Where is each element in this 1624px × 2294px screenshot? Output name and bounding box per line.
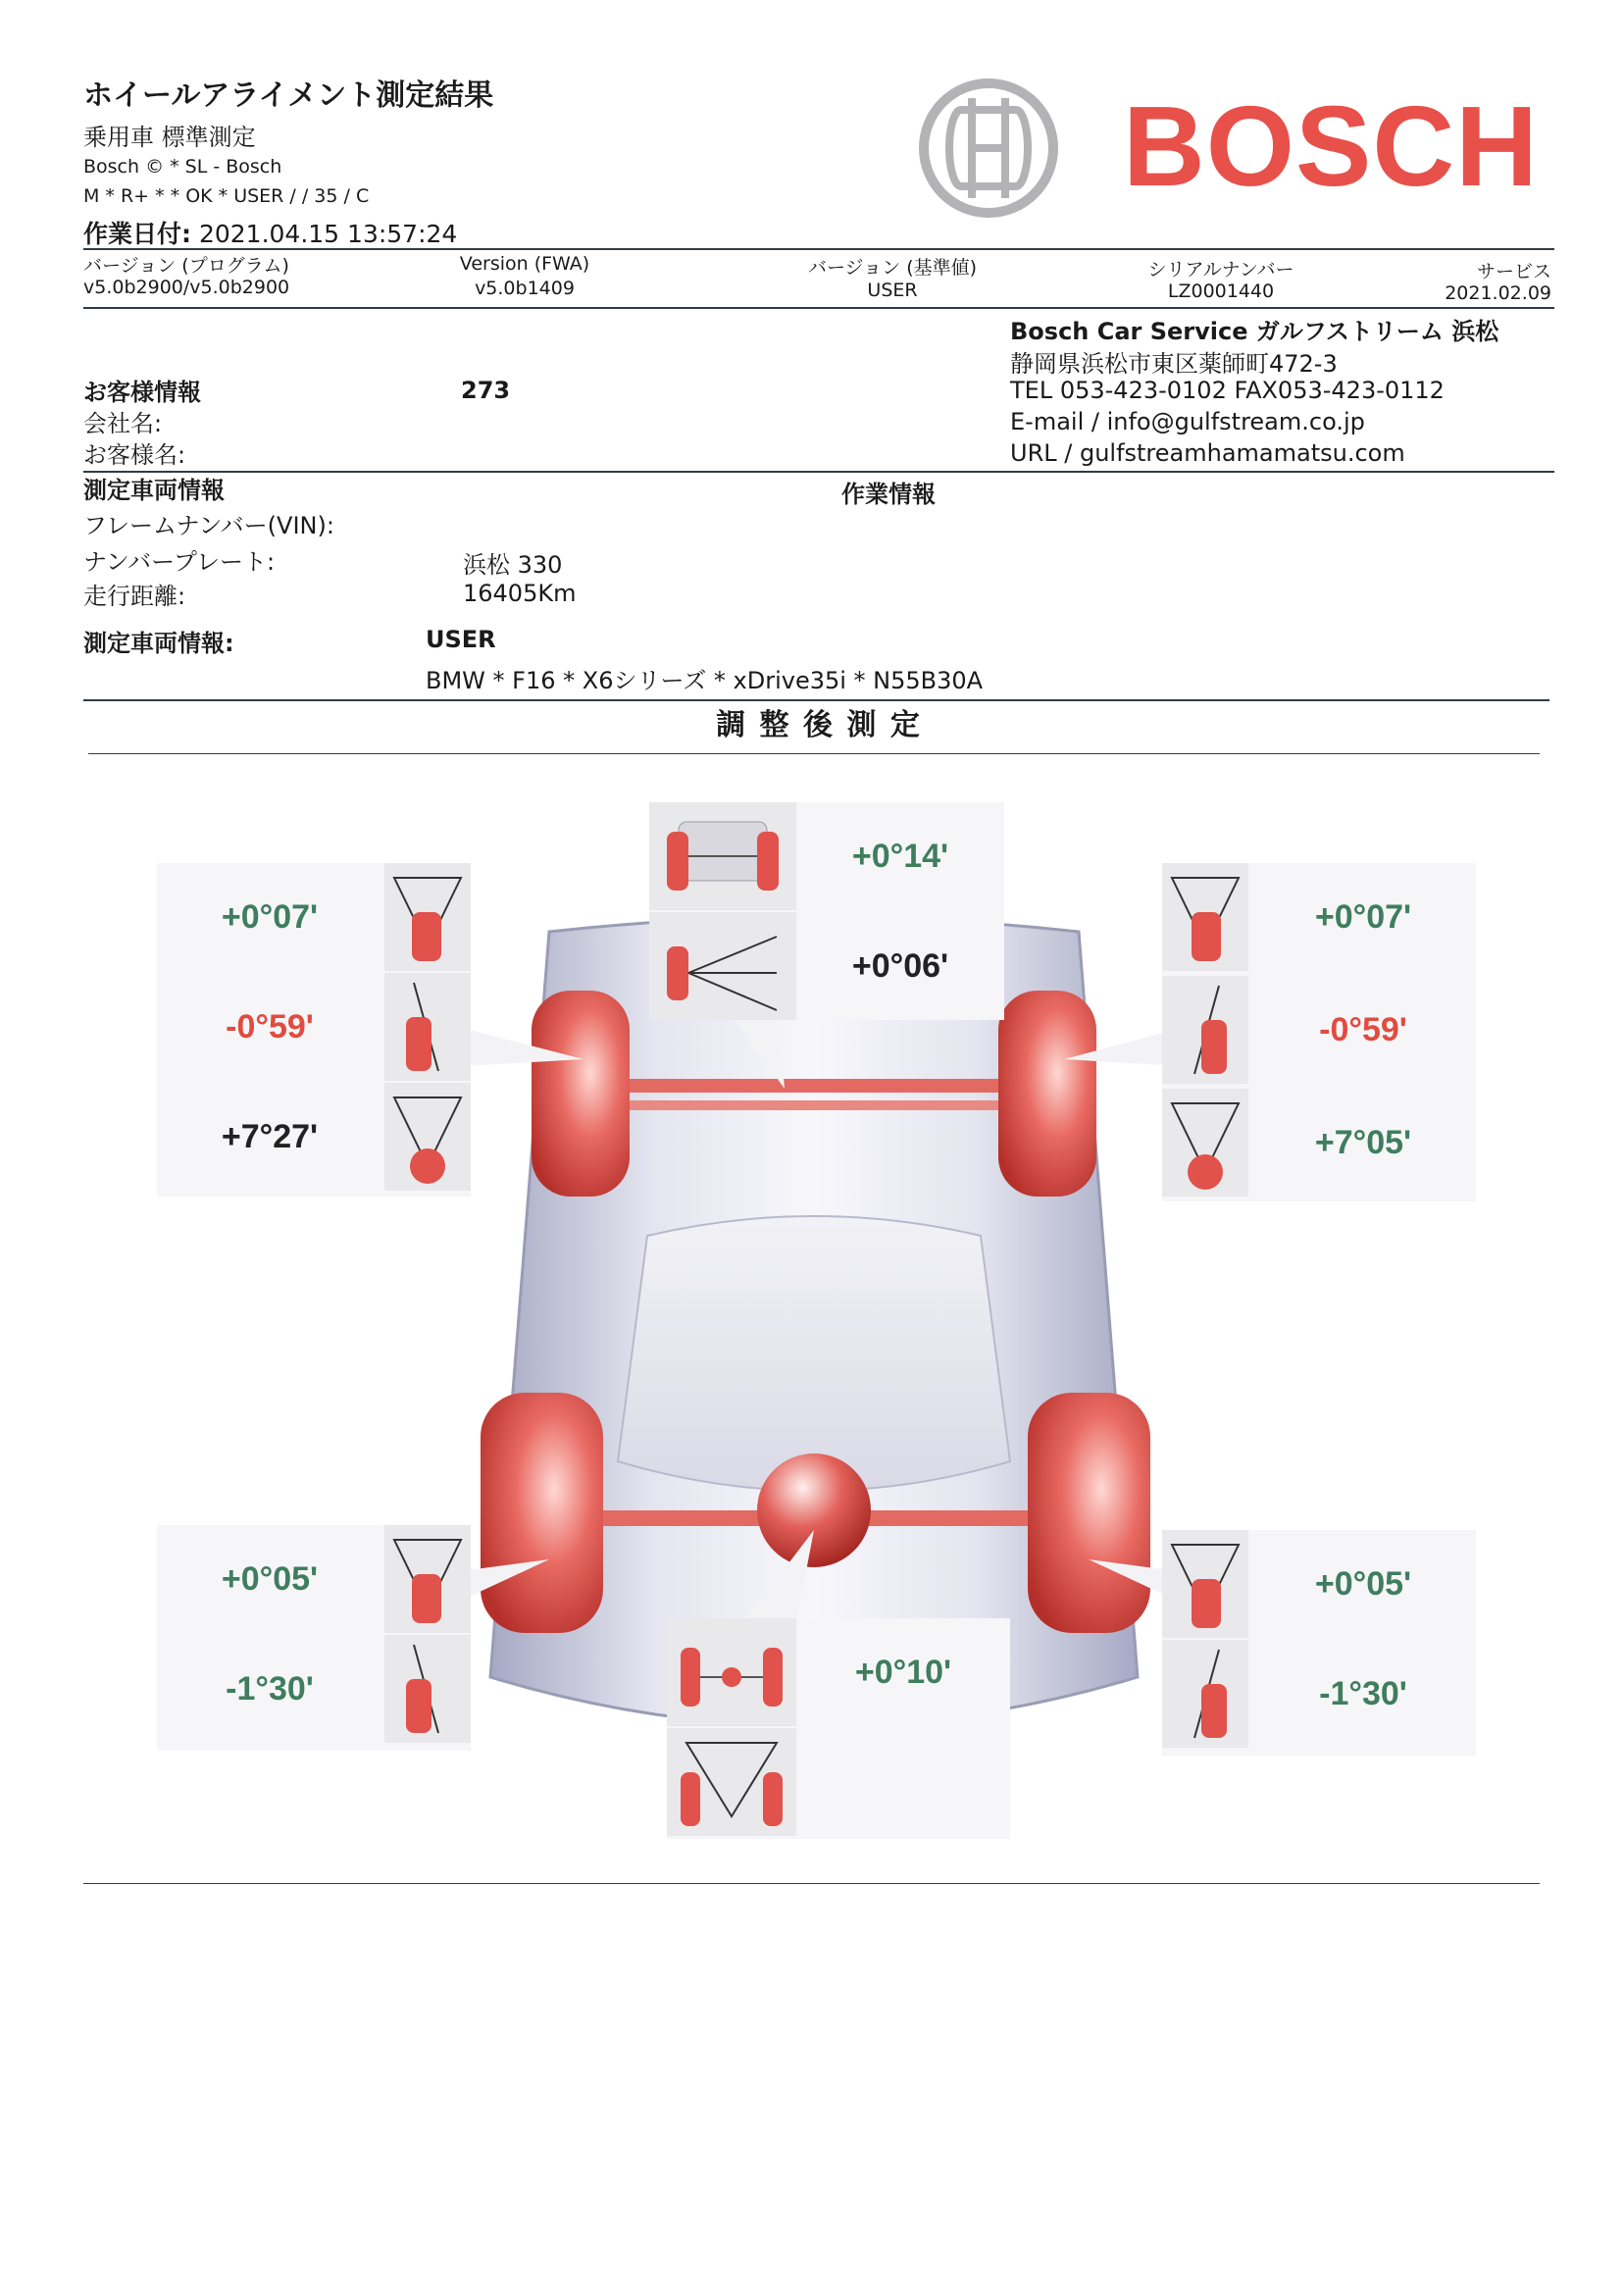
rr-toe-value: +0°05': [1314, 1564, 1412, 1603]
header-line-3: Bosch © * SL - Bosch: [83, 156, 282, 178]
plate-label: ナンバープレート:: [83, 548, 276, 576]
work-info-label: 作業情報: [841, 481, 936, 508]
page-title: ホイールアライメント測定結果: [83, 78, 494, 113]
service-value: 2021.02.09: [1445, 282, 1551, 304]
header-line-4: M * R+ * * OK * USER / / 35 / C: [83, 185, 370, 207]
version-reference-label: バージョン (基準値): [807, 257, 978, 279]
fl-camber-value: -0°59': [226, 1007, 314, 1045]
section-title: 調 整 後 測 定: [716, 708, 922, 742]
version-fwa-value: v5.0b1409: [475, 278, 575, 299]
work-date-label: 作業日付:: [83, 220, 191, 248]
shop-name: Bosch Car Service ガルフストリーム 浜松: [1010, 318, 1499, 345]
shop-tel: TEL 053-423-0102 FAX053-423-0112: [1010, 377, 1445, 404]
customer-name-label: お客様名:: [83, 441, 186, 469]
front-steer-diff-icon: [649, 912, 796, 1020]
fl-camber-icon: [384, 973, 471, 1081]
vehicle-spec-source: USER: [426, 626, 496, 653]
rl-camber-value: -1°30': [226, 1669, 314, 1708]
mileage-value: 16405Km: [463, 580, 577, 607]
shop-address: 静岡県浜松市東区薬師町472-3: [1010, 350, 1338, 378]
version-fwa-label: Version (FWA): [459, 253, 590, 275]
work-date-value: 2021.04.15 13:57:24: [198, 220, 458, 248]
rl-toe-icon: [384, 1525, 471, 1633]
rear-total-toe-icon: [667, 1618, 796, 1726]
rl-toe-value: +0°05': [221, 1559, 319, 1598]
serial-number-value: LZ0001440: [1167, 280, 1275, 302]
shop-email: E-mail / info@gulfstream.co.jp: [1010, 408, 1365, 435]
front-total-toe-icon: [649, 802, 796, 910]
bosch-armature-logo-icon: [917, 76, 1060, 220]
rr-camber-icon: [1162, 1640, 1248, 1748]
customer-number: 273: [461, 377, 511, 404]
fl-caster-value: +7°27': [221, 1117, 319, 1155]
vehicle-spec-label: 測定車両情報:: [83, 630, 234, 657]
version-program-label: バージョン (プログラム): [83, 255, 289, 277]
company-label: 会社名:: [83, 410, 163, 437]
version-reference-value: USER: [867, 280, 918, 301]
thrust-angle-icon: [667, 1728, 796, 1836]
subtitle: 乗用車 標準測定: [83, 124, 256, 151]
vin-label: フレームナンバー(VIN):: [83, 512, 334, 539]
shop-url: URL / gulfstreamhamamatsu.com: [1010, 439, 1405, 467]
rear-total-toe-value: +0°10': [854, 1653, 952, 1691]
service-label: サービス: [1476, 261, 1551, 282]
fl-toe-value: +0°07': [221, 897, 319, 936]
work-date: [83, 215, 457, 250]
serial-number-label: シリアルナンバー: [1147, 259, 1294, 280]
version-program-value: v5.0b2900/v5.0b2900: [83, 277, 290, 298]
rl-camber-icon: [384, 1635, 471, 1743]
fl-caster-icon: [384, 1083, 471, 1191]
fl-toe-icon: [384, 863, 471, 971]
rr-toe-icon: [1162, 1530, 1248, 1638]
bosch-logo-text: BOSCH: [1123, 82, 1539, 210]
fr-toe-icon: [1162, 863, 1248, 971]
fr-camber-value: -0°59': [1319, 1010, 1407, 1048]
fr-camber-icon: [1162, 976, 1248, 1084]
fr-caster-icon: [1162, 1089, 1248, 1197]
fr-toe-value: +0°07': [1314, 897, 1412, 936]
fr-caster-value: +7°05': [1314, 1123, 1412, 1161]
rr-camber-value: -1°30': [1319, 1674, 1407, 1712]
vehicle-section-label: 測定車両情報: [83, 477, 225, 504]
customer-section-label: お客様情報: [83, 379, 201, 406]
mileage-label: 走行距離:: [83, 583, 186, 610]
plate-value: 浜松 330: [463, 551, 563, 579]
vehicle-model: BMW * F16 * X6シリーズ * xDrive35i * N55B30A: [426, 667, 984, 694]
front-total-toe-value: +0°14': [851, 837, 949, 875]
front-steer-diff-value: +0°06': [851, 946, 949, 985]
